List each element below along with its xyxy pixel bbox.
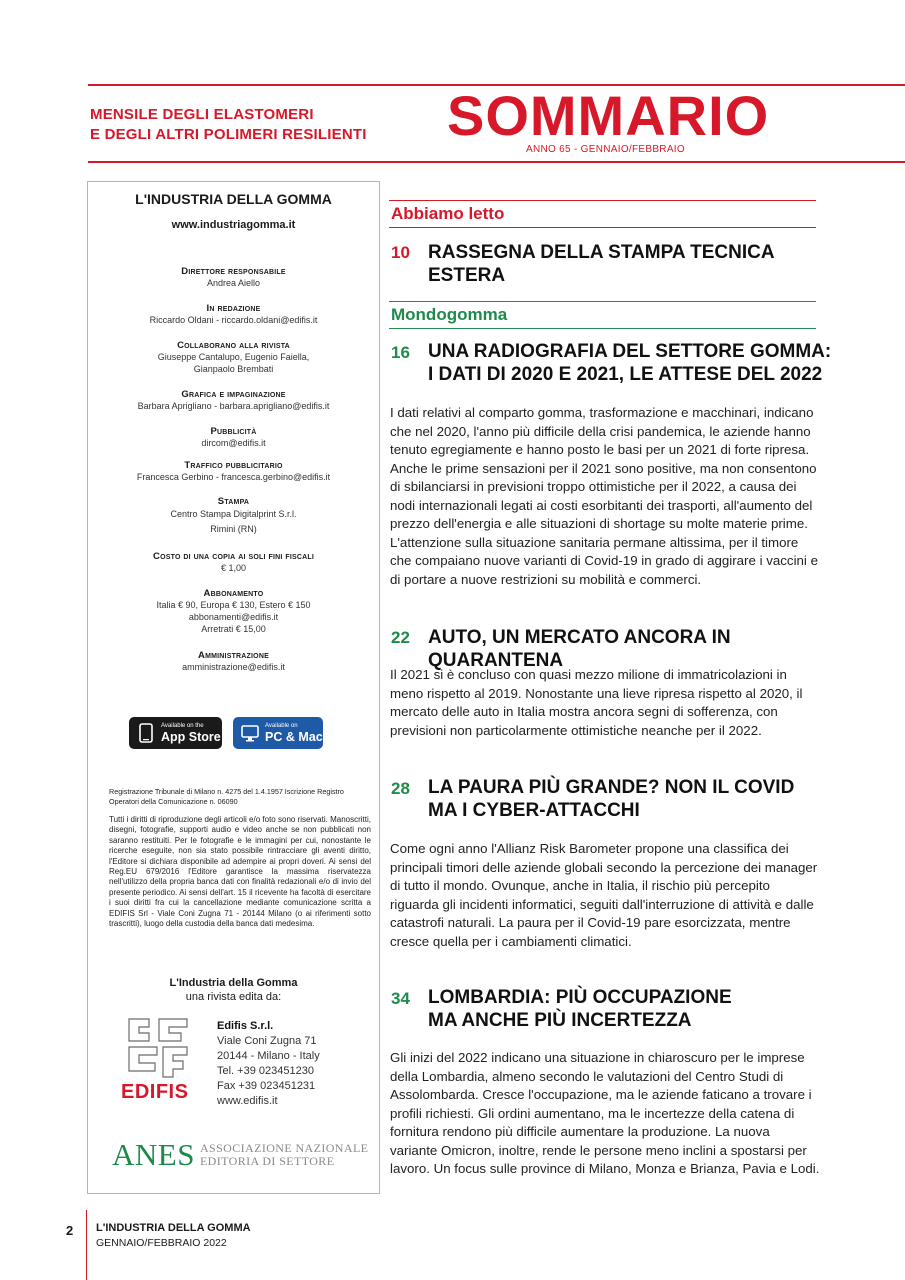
article-title-line: LOMBARDIA: PIÙ OCCUPAZIONE [428,987,732,1008]
credit-role: Abbonamento [203,588,264,599]
publisher-heading: L'Industria della Gomma [169,977,298,989]
credit-value: € 1,00 [220,563,247,573]
credit-role: Direttore responsabile [181,266,286,277]
article-title-line: RASSEGNA DELLA STAMPA TECNICA ESTERA [428,242,774,286]
pc-mac-badge[interactable] [233,717,323,749]
credit-graphics [88,389,379,412]
phone-icon [137,723,155,743]
publisher-fax: Fax +39 023451231 [217,1080,316,1092]
header-rule [88,161,905,163]
page-title: SOMMARIO [447,84,770,147]
publisher-name: Edifis S.r.l. [217,1020,274,1032]
app-store-badge[interactable] [129,717,222,749]
credit-role: Traffico pubblicitario [184,460,283,471]
legal-notice: Tutti i diritti di riproduzione degli articoli e/o foto sono riservati. Manoscritti, disegni, fotografie, supporti audio e video anche se non pubblicati non saranno restituiti. Per le fotografie e le immagini per cui, nonostante le ricerche eseguite, non sia stato possibile rintracciare gli aventi diritto, l'Editore si dichiara disponibile ad adempire ai propri doveri. Ai sensi del Reg.EU 679/2016 l'Editore garantisce la massima riservatezza nell'utilizzo della propria banca dati con finalità redazionali e/o di invio del presente periodico. Ai sensi dell'art. 15 il ricevente ha facoltà di esercitare i suoi diritti fra cui la cancellazione mediante comunicazione scritta a EDIFIS Srl - Viale Coni Zugna 71 - 20144 Milano (o ai riferimenti sotto trascritti), luogo della custodia della banca dati medesima. [109,815,371,929]
tagline-line-1: MENSILE DEGLI ELASTOMERI [90,106,314,123]
credit-subscription [88,588,379,635]
article-page-number: 16 [391,343,410,362]
credit-value: Gianpaolo Brembati [193,364,274,374]
publisher-contacts [217,1019,320,1109]
article-title-line: I DATI DI 2020 E 2021, LE ATTESE DEL 2022 [428,364,823,385]
credit-editorial [88,303,379,326]
footer-rule [86,1210,87,1280]
edifis-wordmark: EDIFIS [121,1081,189,1103]
article-title[interactable] [428,776,848,822]
article-title-line: LA PAURA PIÙ GRANDE? NON IL COVID [428,777,795,798]
credit-director [88,266,379,289]
monitor-icon [241,723,259,743]
anes-subtitle-line: EDITORIA DI SETTORE [199,1154,335,1168]
credit-value: dircom@edifis.it [201,438,266,448]
credit-value: Centro Stampa Digitalprint S.r.l. [170,509,297,519]
article-summary: Gli inizi del 2022 indicano una situazione in chiaroscuro per le imprese della Lombardia, almeno secondo le valutazioni del Centro Studi di Assolombarda. Cresce l'occupazione, ma le aziende faticano a trovare i profili richiesti. Gli ordini aumentano, ma le incertezze della catena di fornitura rendono più difficile aumentare la produzione. La nuova variante Omicron, inoltre, rende le persone meno inclini a spostarsi per lavoro. Un focus sulle province di Milano, Monza e Brianza, Pavia e Lodi. [390,1050,820,1176]
anes-wordmark: ANES [112,1137,195,1172]
credit-administration [88,650,379,673]
credit-print [88,496,379,537]
registration-notice: Registrazione Tribunale di Milano n. 4275 del 1.4.1957 Iscrizione Registro Operatori della Comunicazione n. 06090 [109,787,344,806]
anes-subtitle [200,1142,368,1168]
credit-role: Stampa [217,496,250,507]
publisher-web[interactable]: www.edifis.it [217,1095,278,1107]
publisher-city: 20144 - Milano - Italy [217,1050,320,1062]
credit-contributors [88,340,379,375]
badge-small-text: Available on the [161,722,204,729]
article-title-line: AUTO, UN MERCATO ANCORA IN QUARANTENA [428,627,731,671]
badge-big-text: App Store [161,729,221,744]
article-title[interactable] [428,241,848,287]
credit-value: Riccardo Oldani - riccardo.oldani@edifis.it [149,315,318,325]
credit-value: amministrazione@edifis.it [182,662,285,672]
section-abbiamo-letto: Abbiamo letto [389,200,816,228]
page-number: 2 [66,1223,74,1238]
anes-logo [112,1137,368,1173]
article-summary: Come ogni anno l'Allianz Risk Barometer propone una classifica dei principali timori delle aziende globali secondo la percezione dei manager di tutto il mondo. Ovunque, anche in Italia, il rischio più percepito riguarda gli incidenti informatici, seguiti dall'interruzione di attività e dalle catastrofi naturali. La paura per il Covid-19 pare esorcizzata, mentre cresce quella per i cambiamenti climatici. [390,841,818,949]
article-page-number: 34 [391,989,410,1008]
article-title-line: UNA RADIOGRAFIA DEL SETTORE GOMMA: [428,341,832,362]
masthead-box [87,181,380,1194]
credit-role: Amministrazione [198,650,269,661]
magazine-tagline [90,105,367,145]
credit-value: abbonamenti@edifis.it [188,612,279,622]
credit-advertising [88,426,379,449]
badge-small-text: Available on [265,722,298,729]
article-title-line: MA ANCHE PIÙ INCERTEZZA [428,1010,692,1031]
credit-role: Collaborano alla rivista [177,340,290,351]
badge-big-text: PC & Mac [265,729,323,744]
anes-subtitle-line: ASSOCIAZIONE NAZIONALE [199,1141,369,1155]
publisher-subheading: una rivista edita da: [185,991,282,1003]
magazine-name: L'INDUSTRIA DELLA GOMMA [135,191,332,207]
credit-value: Andrea Aiello [206,278,261,288]
credit-ad-traffic [88,460,379,483]
footer-magazine: L'INDUSTRIA DELLA GOMMA [96,1222,251,1234]
article-title-line: MA I CYBER-ATTACCHI [428,800,640,821]
article-title[interactable] [428,986,848,1032]
footer-issue: GENNAIO/FEBBRAIO 2022 [96,1237,227,1249]
credit-role: Pubblicità [210,426,257,437]
publisher-tel: Tel. +39 023451230 [217,1065,314,1077]
credit-value: Italia € 90, Europa € 130, Estero € 150 [156,600,311,610]
issue-info: ANNO 65 - GENNAIO/FEBBRAIO [526,144,685,155]
credit-value: Giuseppe Cantalupo, Eugenio Faiella, [157,352,310,362]
article-page-number: 28 [391,779,410,798]
credit-value: Barbara Aprigliano - barbara.aprigliano@edifis.it [137,401,330,411]
article-summary: Il 2021 si è concluso con quasi mezzo milione di immatricolazioni in meno rispetto al 2019. Nonostante una lieve ripresa rispetto al 2020, il mercato delle auto in Italia mostra ancora segni di sofferenza, con previsioni non particolarmente ottimistiche neanche per il 2022. [390,667,803,738]
credit-value: Francesca Gerbino - francesca.gerbino@edifis.it [136,472,331,482]
credit-role: In redazione [206,303,261,314]
article-summary: I dati relativi al comparto gomma, trasformazione e macchinari, indicano che nel 2020, l'anno più difficile della crisi pandemica, le aziende hanno tenuto egregiamente e hanno posto le basi per un 2021 di forte ripresa. Anche le prime sensazioni per il 2021 sono positive, ma non consentono di sbilanciarsi in previsioni troppo ottimistiche per il 2022, a causa dei nodi internazionali legati ai costi esorbitanti dei trasporti, all'aumento del prezzo dell'energia e alle situazioni di shortage su molte materie prime. L'attenzione sulla situazione sanitaria permane altissima, per il timore che compaiano nuove varianti di Covid-19 in grado di aggirare i vaccini e di portare a nuove restrizioni su mobilità e commerci. [390,405,818,587]
credit-role: Grafica e impaginazione [181,389,286,400]
tagline-line-2: E DEGLI ALTRI POLIMERI RESILIENTI [90,126,367,143]
article-title[interactable] [428,340,848,386]
credit-value: Rimini (RN) [210,524,257,534]
article-page-number: 22 [391,628,410,647]
publisher-address: Viale Coni Zugna 71 [217,1035,317,1047]
magazine-website[interactable]: www.industriagomma.it [171,219,296,231]
credit-value: Arretrati € 15,00 [201,624,266,634]
credit-copy-cost [88,551,379,574]
article-page-number: 10 [391,243,410,262]
credit-role: Costo di una copia ai soli fini fiscali [153,551,314,562]
section-mondogomma: Mondogomma [389,301,816,329]
